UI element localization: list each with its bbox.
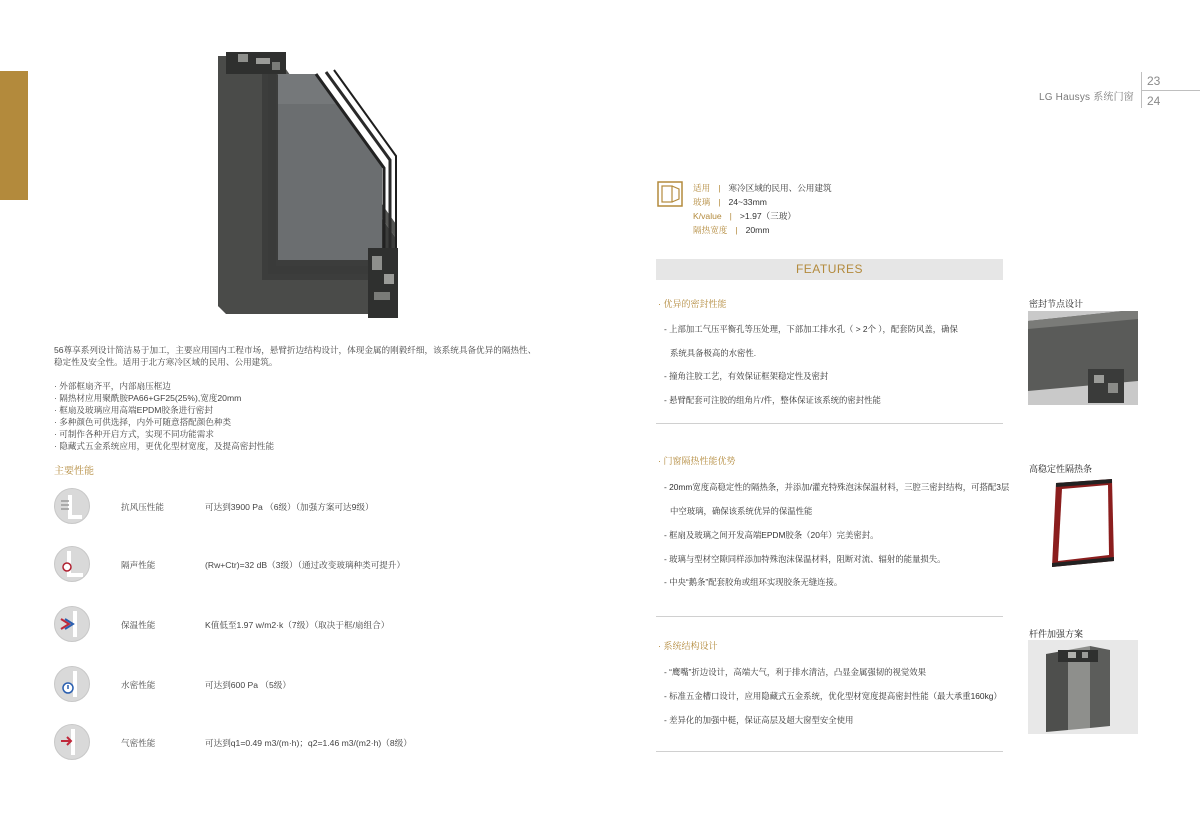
spec-row [693,223,832,237]
performance-value: 可达到q1=0.49 m3/(m·h)；q2=1.46 m3/(m2·h)（8级） [205,738,412,748]
feature-item: - 撞角注胶工艺，有效保证框架稳定性及密封 [664,371,829,381]
spec-row [693,181,832,195]
spec-row [693,195,832,209]
feature-bullets [54,380,274,452]
performance-name: 气密性能 [121,738,156,748]
spec-key: K/value [693,211,722,221]
performance-value: K值低至1.97 w/m2·k（7级）（取决于框/扇组合） [205,620,390,630]
bullet-item: · 可制作各种开启方式，实现不同功能需求 [54,429,214,439]
brand-title: LG Hausys 系统门窗 [1038,92,1134,103]
feature-item: - 标准五金槽口设计，应用隐藏式五金系统，优化型材宽度提高密封性能（最大承重160kg） [664,691,1002,701]
page-number-left: 23 [1147,74,1161,88]
performance-value: 可达到600 Pa （5级） [205,680,291,690]
spec-value: >1.97（三玻） [739,211,797,221]
air-tightness-icon [54,724,90,760]
spec-list [693,181,832,237]
feature-item: - 差异化的加强中梃，保证高层及超大窗型安全使用 [664,715,854,725]
feature-item: - “鹰嘴”折边设计，高端大气，利于排水清洁，凸显金属强韧的视觉效果 [664,667,926,677]
feature-item: - 中央“鹅条”配套胶角或组环实现胶条无缝连接。 [664,577,843,587]
spec-key: 隔热宽度 [693,225,728,235]
performance-row [54,666,574,706]
performance-value: (Rw+Ctr)=32 dB（3级）（通过改变玻璃种类可提升） [205,560,406,570]
spec-separator: | [735,225,738,235]
wind-pressure-icon [54,488,90,524]
gold-accent-bar [0,71,28,200]
feature-item: - 玻璃与型材空隙同样添加特殊泡沫保温材料，阻断对流、辐射的能量损失。 [664,554,946,564]
feature-item: - 20mm宽度高稳定性的隔热条，并添加/灌充特殊泡沫保温材料，三腔三密封结构，可搭配3层 [664,482,1010,492]
reinforcement-image [1028,640,1138,734]
bullet-item: · 隔热材应用聚酰胺PA66+GF25(25%),宽度20mm [54,393,242,403]
bullet-item: · 多种颜色可供选择，内外可随意搭配颜色种类 [54,417,232,427]
spec-value: 24~33mm [728,197,767,207]
window-profile-image [208,48,408,328]
spec-value: 20mm [745,225,770,235]
performance-title: 主要性能 [54,466,94,477]
feature-item: 中空玻璃，确保该系统优异的保温性能 [670,506,813,516]
side-label-seal-node: 密封节点设计 [1029,299,1084,309]
spec-key: 玻璃 [693,197,711,207]
bullet-item: · 隐藏式五金系统应用，更优化型材宽度，及提高密封性能 [54,441,275,451]
page-number-line [1141,90,1200,91]
feature-item: 系统具备极高的水密性. [670,348,757,358]
section-divider [656,751,1003,752]
feature-section-title: · 优异的密封性能 [658,299,727,309]
performance-row [54,606,574,646]
page-number-right: 24 [1147,94,1161,108]
side-label-reinforcement: 杆件加强方案 [1029,629,1084,639]
performance-name: 水密性能 [121,680,156,690]
sound-insulation-icon [54,546,90,582]
seal-node-image [1028,311,1138,405]
section-divider [656,423,1003,424]
features-heading: FEATURES [656,259,1003,280]
feature-section-title: · 系统结构设计 [658,641,718,651]
window-type-icon [657,181,683,207]
performance-name: 抗风压性能 [121,502,164,512]
intro-paragraph: 56尊享系列设计简洁易于加工，主要应用国内工程市场，悬臂折边结构设计，体现金属的刚毅纤细，该系统具备优异的隔热性、稳定性及安全性。适用于北方寒冷区域的民用、公用建筑。 [54,345,537,367]
thermal-insulation-icon [54,606,90,642]
spec-separator: | [718,183,721,193]
bullet-item: · 框扇及玻璃应用高端EPDM胶条进行密封 [54,405,213,415]
spec-key: 适用 [693,183,711,193]
feature-section-title: · 门窗隔热性能优势 [658,456,736,466]
spec-separator: | [729,211,732,221]
performance-row [54,724,574,764]
bullet-item: · 外部框扇齐平，内部扇压框边 [54,381,171,391]
side-label-thermal-strip: 高稳定性隔热条 [1029,464,1093,474]
feature-item: - 框扇及玻璃之间开发高端EPDM胶条（20年）完美密封。 [664,530,879,540]
spec-separator: | [718,197,721,207]
performance-name: 保温性能 [121,620,156,630]
water-tightness-icon [54,666,90,702]
performance-value: 可达到3900 Pa （6级）（加强方案可达9级） [205,502,374,512]
section-divider [656,616,1003,617]
feature-item: - 上部加工气压平衡孔等压处理，下部加工排水孔（ > 2个 ），配套防风盖，确保 [664,324,958,334]
performance-row [54,488,574,528]
thermal-strip-image [1028,477,1138,571]
spec-value: 寒冷区域的民用、公用建筑 [728,183,832,193]
feature-item: - 悬臂配套可注胶的组角片/件，整体保证该系统的密封性能 [664,395,881,405]
performance-row [54,546,574,586]
spec-row [693,209,832,223]
performance-name: 隔声性能 [121,560,156,570]
